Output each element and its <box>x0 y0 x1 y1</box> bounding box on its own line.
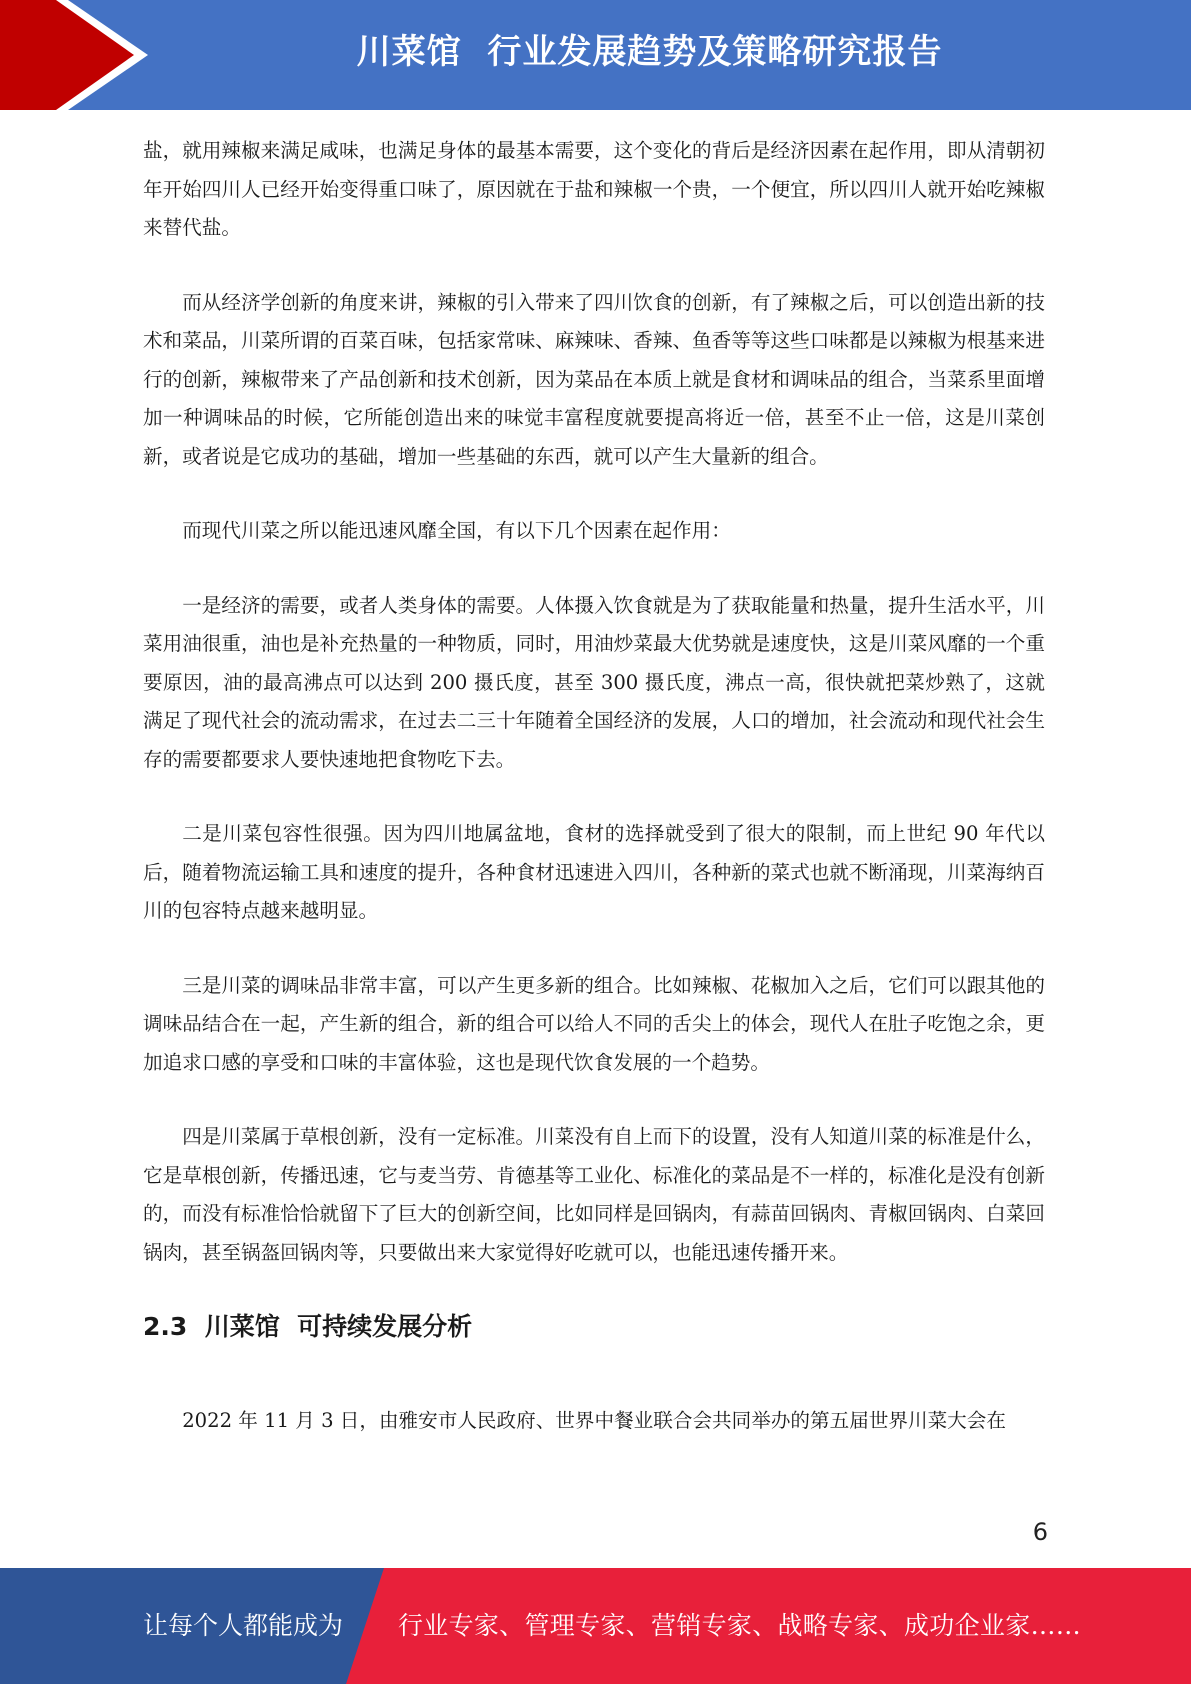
paragraph-continuation: 盐，就用辣椒来满足咸味，也满足身体的最基本需要，这个变化的背后是经济因素在起作用，即从清朝初年开始四川人已经开始变得重口味了，原因就在于盐和辣椒一个贵，一个便宜，所以四川人就开始吃辣椒来替代盐。 <box>143 139 1045 239</box>
paragraph-last: 2022 年 11 月 3 日，由雅安市人民政府、世界中餐业联合会共同举办的第五届世界川菜大会在 <box>182 1409 1006 1432</box>
header-title: 川菜馆 行业发展趋势及策略研究报告 <box>356 32 943 72</box>
paragraph: 而现代川菜之所以能迅速风靡全国，有以下几个因素在起作用： <box>182 519 731 542</box>
paragraph: 三是川菜的调味品非常丰富，可以产生更多新的组合。比如辣椒、花椒加入之后，它们可以跟其他的调味品结合在一起，产生新的组合，新的组合可以给人不同的舌尖上的体会，现代人在肚子吃饱之余，更加追求口感的享受和口味的丰富体验，这也是现代饮食发展的一个趋势。 <box>143 973 1045 1074</box>
page-header <box>0 0 1191 110</box>
paragraph: 四是川菜属于草根创新，没有一定标准。川菜没有自上而下的设置，没有人知道川菜的标准是什么，它是草根创新，传播迅速，它与麦当劳、肯德基等工业化、标准化的菜品是不一样的，标准化是没有创新的，而没有标准恰恰就留下了巨大的创新空间，比如同样是回锅肉，有蒜苗回锅肉、青椒回锅肉、白菜回锅肉，甚至锅盔回锅肉等，只要做出来大家觉得好吃就可以，也能迅速传播开来。 <box>143 1125 1045 1264</box>
paragraph: 二是川菜包容性很强。因为四川地属盆地，食材的选择就受到了很大的限制，而上世纪 90 年代以后，随着物流运输工具和速度的提升，各种食材迅速进入四川，各种新的菜式也就不断涌现，川菜海纳百川的包容特点越来越明显。 <box>143 822 1045 922</box>
section-heading: 2.3 川菜馆 可持续发展分析 <box>143 1312 473 1341</box>
footer-slogan-right: 行业专家、管理专家、营销专家、战略专家、成功企业家…… <box>398 1611 1082 1640</box>
page-number: 6 <box>1032 1518 1048 1546</box>
page-footer <box>0 1568 1191 1684</box>
document-body <box>143 132 1045 1477</box>
paragraph: 而从经济学创新的角度来讲，辣椒的引入带来了四川饮食的创新，有了辣椒之后，可以创造出新的技术和菜品，川菜所谓的百菜百味，包括家常味、麻辣味、香辣、鱼香等等这些口味都是以辣椒为根基来进行的创新，辣椒带来了产品创新和技术创新，因为菜品在本质上就是食材和调味品的组合，当菜系里面增加一种调味品的时候，它所能创造出来的味觉丰富程度就要提高将近一倍，甚至不止一倍，这是川菜创新，或者说是它成功的基础，增加一些基础的东西，就可以产生大量新的组合。 <box>143 290 1045 468</box>
paragraph: 一是经济的需要，或者人类身体的需要。人体摄入饮食就是为了获取能量和热量，提升生活水平，川菜用油很重，油也是补充热量的一种物质，同时，用油炒菜最大优势就是速度快，这是川菜风靡的一个重要原因，油的最高沸点可以达到 200 摄氏度，甚至 300 摄氏度，沸点一高，很快就把菜炒熟了，这就满足了现代社会的流动需求，在过去二三十年随着全国经济的发展，人口的增加，社会流动和现代社会生存的需要都要求人要快速地把食物吃下去。 <box>143 593 1045 771</box>
footer-slogan-left: 让每个人都能成为 <box>143 1611 344 1640</box>
